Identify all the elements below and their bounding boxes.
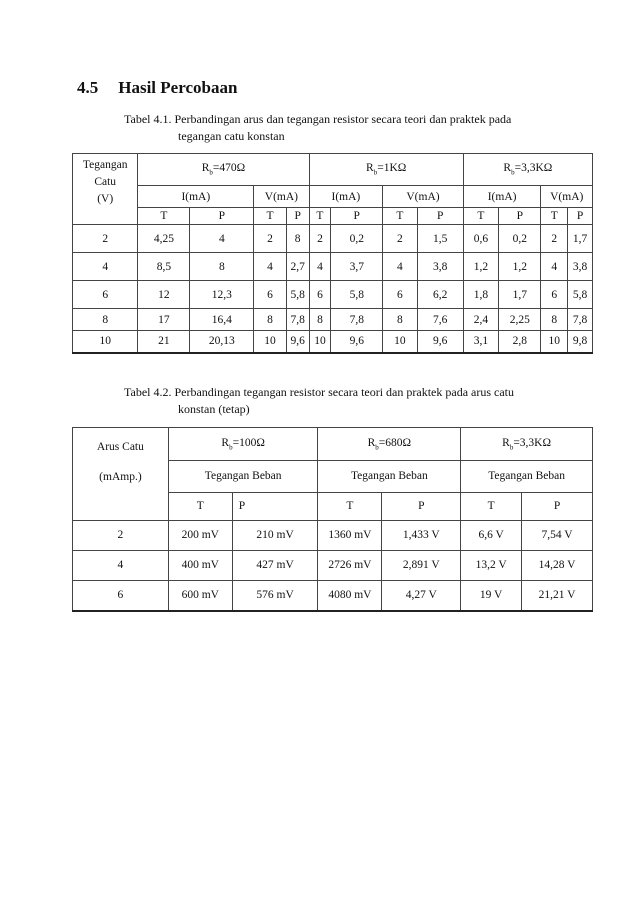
table1-tp-header: P [417, 208, 463, 225]
table1-tp-header: T [254, 208, 287, 225]
table2-tp-row [73, 492, 593, 520]
table2-tp-header: P [382, 492, 461, 520]
table-cell: 8 [190, 253, 254, 281]
table-cell: 9,6 [417, 331, 463, 353]
table2-tp-header: T [461, 492, 522, 520]
table-cell: 9,6 [286, 331, 309, 353]
section-heading [77, 78, 237, 98]
table1-group-header-row [73, 154, 593, 186]
table2-group-header-row [73, 428, 593, 461]
table-cell: 200 mV [168, 520, 232, 550]
table-row [73, 225, 593, 253]
table-cell: 0,2 [499, 225, 541, 253]
table1-caption-line1: Tabel 4.1. Perbandingan arus dan tegangan resistor secara teori dan praktek pada [124, 112, 512, 126]
table-cell: 1,7 [499, 281, 541, 309]
table2-tp-header: T [168, 492, 232, 520]
table-cell: 2 [541, 225, 568, 253]
table-cell: 12,3 [190, 281, 254, 309]
table1-subheader: I(mA) [309, 186, 383, 208]
table2-row-label-header [73, 428, 169, 493]
table-cell: 1,8 [463, 281, 498, 309]
table-cell: 4 [254, 253, 287, 281]
table1-subheader: V(mA) [383, 186, 464, 208]
table-row-label-cell: 2 [73, 520, 169, 550]
table1-tp-header: P [499, 208, 541, 225]
table-row [73, 331, 593, 353]
table2-group-header: $R_b=680\Omega$ [318, 428, 461, 461]
table-row-label-cell: 2 [73, 225, 138, 253]
table-cell: 19 V [461, 580, 522, 611]
table-cell: 8 [383, 309, 417, 331]
table1-tp-header: P [568, 208, 593, 225]
row-label-line: (V) [97, 193, 114, 205]
table2-subheader: Tegangan Beban [461, 461, 593, 492]
table-cell: 1,2 [463, 253, 498, 281]
table-cell: 8 [541, 309, 568, 331]
table2-group-header: $R_b=3,3K\Omega$ [461, 428, 593, 461]
table-cell: 7,6 [417, 309, 463, 331]
table-cell: 7,8 [568, 309, 593, 331]
table1-tp-header: T [138, 208, 190, 225]
table2-subheader: Tegangan Beban [318, 461, 461, 492]
table1-group-header: $R_b=1K\Omega$ [309, 154, 463, 186]
table-cell: 2,891 V [382, 550, 461, 580]
table1 [72, 153, 593, 354]
table-cell: 2,25 [499, 309, 541, 331]
table2-empty-cell [73, 492, 169, 520]
table1-caption-line2: tegangan catu konstan [178, 129, 285, 143]
table-cell: 0,2 [331, 225, 383, 253]
table-cell: 9,8 [568, 331, 593, 353]
table-cell: 8 [286, 225, 309, 253]
table-cell: 2,7 [286, 253, 309, 281]
table2-tp-header: P [232, 492, 318, 520]
table-cell: 16,4 [190, 309, 254, 331]
table1-subheader: I(mA) [138, 186, 254, 208]
table-cell: 6 [254, 281, 287, 309]
table1-tp-header: T [541, 208, 568, 225]
table-cell: 1,2 [499, 253, 541, 281]
table-cell: 210 mV [232, 520, 318, 550]
table-cell: 2 [309, 225, 331, 253]
table-row [73, 309, 593, 331]
table1-subheader-row [73, 186, 593, 208]
table-cell: 2726 mV [318, 550, 382, 580]
table-cell: 2 [254, 225, 287, 253]
table1-body [73, 225, 593, 353]
table-cell: 600 mV [168, 580, 232, 611]
table-row [73, 520, 593, 550]
table1-subheader: V(mA) [254, 186, 309, 208]
table-cell: 5,8 [286, 281, 309, 309]
table-cell: 2,8 [499, 331, 541, 353]
table1-tp-header: T [383, 208, 417, 225]
table-row [73, 253, 593, 281]
table2-tp-header: T [318, 492, 382, 520]
table-cell: 10 [309, 331, 331, 353]
table-cell: 400 mV [168, 550, 232, 580]
table-cell: 17 [138, 309, 190, 331]
table-row-label-cell: 10 [73, 331, 138, 353]
table1-caption [124, 111, 594, 145]
table-cell: 7,54 V [522, 520, 593, 550]
table1-group-header: $R_b=470\Omega$ [138, 154, 309, 186]
table1-tp-header: P [286, 208, 309, 225]
table2-caption-line2: konstan (tetap) [178, 402, 250, 416]
table2-tp-header: P [522, 492, 593, 520]
table2-caption-line1: Tabel 4.2. Perbandingan tegangan resistor secara teori dan praktek pada arus catu [124, 385, 514, 399]
table-cell: 2 [383, 225, 417, 253]
table-cell: 7,8 [286, 309, 309, 331]
table-cell: 4,25 [138, 225, 190, 253]
table-cell: 13,2 V [461, 550, 522, 580]
table-cell: 10 [254, 331, 287, 353]
table2-body [73, 520, 593, 611]
table-cell: 8 [309, 309, 331, 331]
table2 [72, 427, 593, 612]
table-cell: 1,5 [417, 225, 463, 253]
table1-tp-header: T [463, 208, 498, 225]
table-cell: 576 mV [232, 580, 318, 611]
table-cell: 4 [190, 225, 254, 253]
table-cell: 12 [138, 281, 190, 309]
table-row-label-cell: 8 [73, 309, 138, 331]
table-cell: 3,7 [331, 253, 383, 281]
table-cell: 6 [383, 281, 417, 309]
table-cell: 4 [309, 253, 331, 281]
table2-subheader: Tegangan Beban [168, 461, 318, 492]
table1-tp-header: P [331, 208, 383, 225]
table-cell: 427 mV [232, 550, 318, 580]
table-row [73, 550, 593, 580]
table-cell: 21,21 V [522, 580, 593, 611]
table-cell: 4 [541, 253, 568, 281]
section-number: 4.5 [77, 78, 99, 97]
table2-group-header: $R_b=100\Omega$ [168, 428, 318, 461]
table-cell: 1,433 V [382, 520, 461, 550]
table-cell: 14,28 V [522, 550, 593, 580]
table-cell: 1360 mV [318, 520, 382, 550]
table-row-label-cell: 6 [73, 281, 138, 309]
section-title: Hasil Percobaan [118, 78, 238, 97]
table-cell: 1,7 [568, 225, 593, 253]
table2-caption [124, 384, 594, 418]
table-row-label-cell: 6 [73, 580, 169, 611]
row-label-line: Catu [94, 176, 117, 188]
table-row [73, 580, 593, 611]
row-label-line: Tegangan [82, 159, 128, 171]
table1-group-header: $R_b=3,3K\Omega$ [463, 154, 592, 186]
table-cell: 4080 mV [318, 580, 382, 611]
table-cell: 2,4 [463, 309, 498, 331]
table1-row-label-header [73, 154, 138, 225]
table-cell: 20,13 [190, 331, 254, 353]
table-cell: 6 [309, 281, 331, 309]
table-cell: 7,8 [331, 309, 383, 331]
table-cell: 6,2 [417, 281, 463, 309]
table-cell: 10 [541, 331, 568, 353]
table-cell: 3,8 [568, 253, 593, 281]
table-cell: 3,1 [463, 331, 498, 353]
table-row-label-cell: 4 [73, 253, 138, 281]
table1-tp-header: P [190, 208, 254, 225]
table-row [73, 281, 593, 309]
table-cell: 8 [254, 309, 287, 331]
table-cell: 5,8 [331, 281, 383, 309]
table1-subheader: I(mA) [463, 186, 541, 208]
table-cell: 5,8 [568, 281, 593, 309]
table1-tp-row [73, 208, 593, 225]
table-cell: 3,8 [417, 253, 463, 281]
table-cell: 8,5 [138, 253, 190, 281]
table1-tp-header: T [309, 208, 331, 225]
row-label-line: (mAmp.) [99, 471, 142, 483]
table-cell: 0,6 [463, 225, 498, 253]
table-cell: 4 [383, 253, 417, 281]
table-cell: 4,27 V [382, 580, 461, 611]
table-row-label-cell: 4 [73, 550, 169, 580]
table-cell: 9,6 [331, 331, 383, 353]
table-cell: 6,6 V [461, 520, 522, 550]
table-cell: 21 [138, 331, 190, 353]
table-cell: 6 [541, 281, 568, 309]
row-label-line: Arus Catu [96, 441, 144, 453]
table-cell: 10 [383, 331, 417, 353]
table1-subheader: V(mA) [541, 186, 593, 208]
